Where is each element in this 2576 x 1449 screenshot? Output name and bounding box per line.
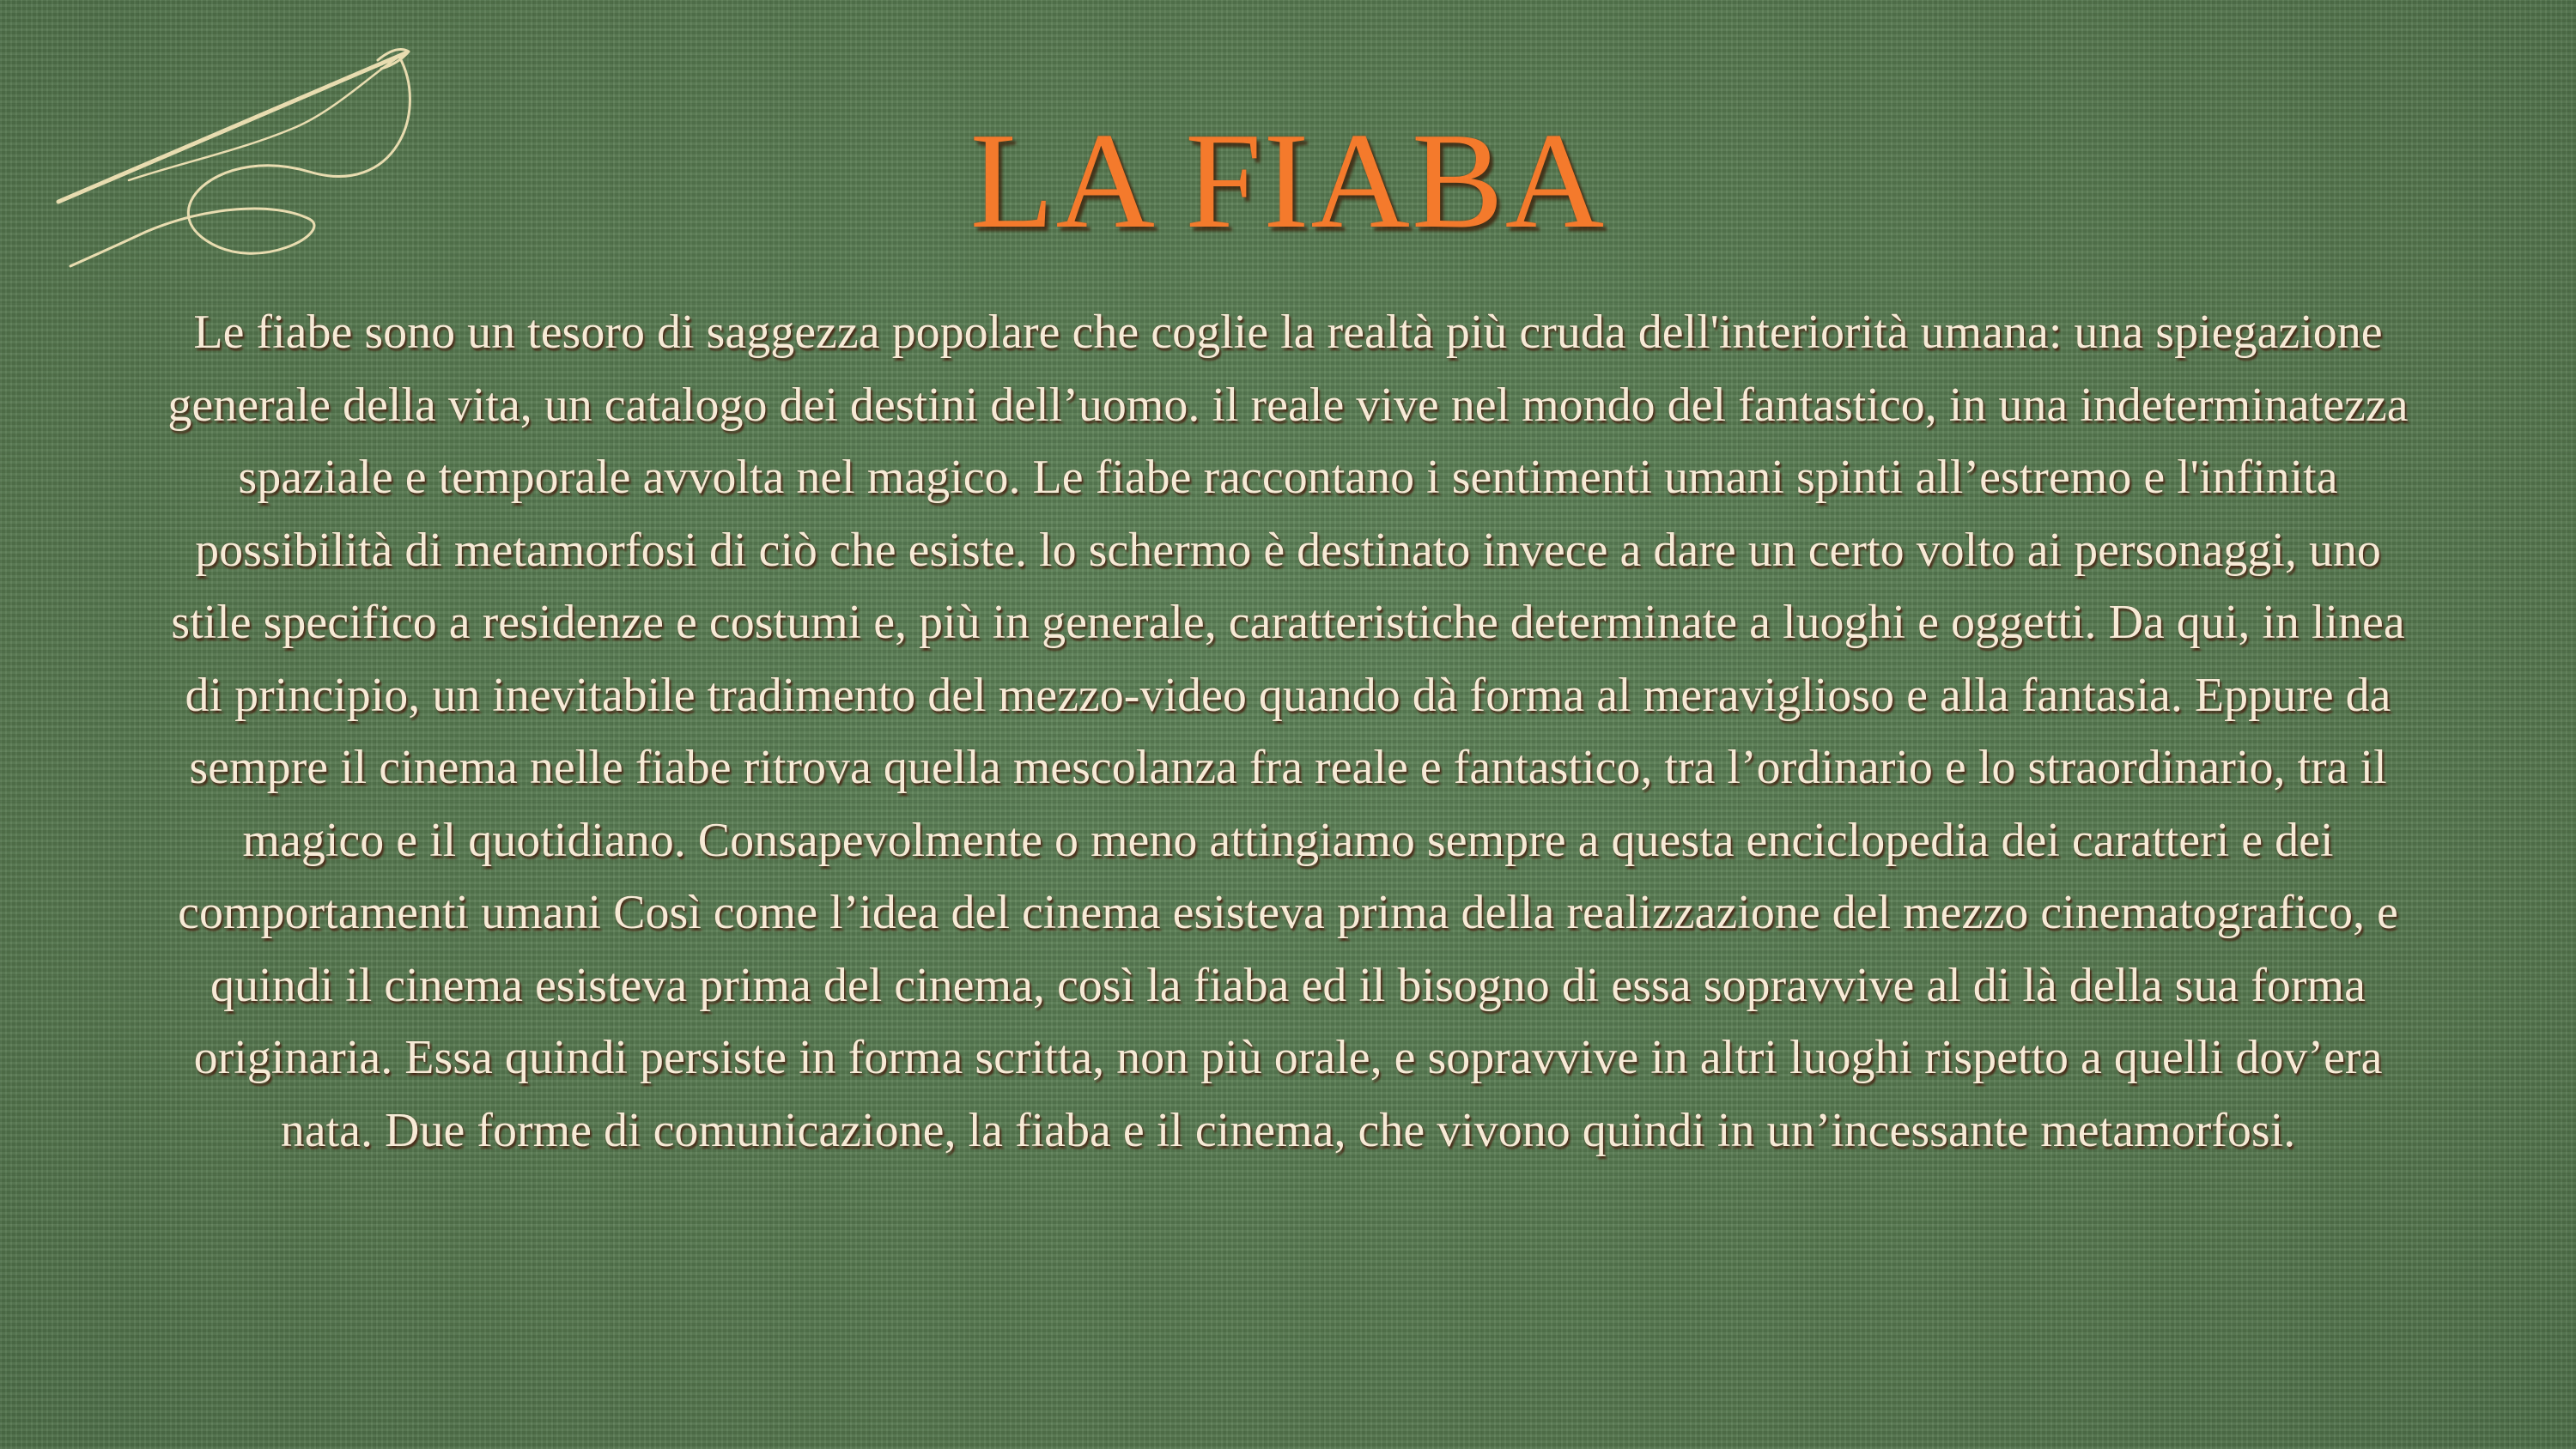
slide-title: LA FIABA (969, 104, 1607, 257)
slide-body-text: Le fiabe sono un tesoro di saggezza popolare che coglie la realtà più cruda dell'interiorità umana: una spiegazione generale della vita, un catalogo dei destini dell’uomo. il reale vive nel mondo del fantastico, in una indeterminatezza spaziale e temporale avvolta nel magico. Le fiabe raccontano i sentimenti umani spinti all’estremo e l'infinita possibilità di metamorfosi di ciò che esiste. lo schermo è destinato invece a dare un certo volto ai personaggi, uno stile specifico a residenze e costumi e, più in generale, caratteristiche determinate a luoghi e oggetti. Da qui, in linea di principio, un inevitabile tradimento del mezzo-video quando dà forma al meraviglioso e alla fantasia. Eppure da sempre il cinema nelle fiabe ritrova quella mescolanza fra reale e fantastico, tra l’ordinario e lo straordinario, tra il magico e il quotidiano. Consapevolmente o meno attingiamo sempre a questa enciclopedia dei caratteri e dei comportamenti umani Così come l’idea del cinema esisteva prima della realizzazione del mezzo cinematografico, e quindi il cinema esisteva prima del cinema, così la fiaba ed il bisogno di essa sopravvive al di là della sua forma originaria. Essa quindi persiste in forma scritta, non più orale, e sopravvive in altri luoghi rispetto a quelli dov’era nata. Due forme di comunicazione, la fiaba e il cinema, che vivono quindi in un’incessante metamorfosi. (167, 306, 2409, 1157)
